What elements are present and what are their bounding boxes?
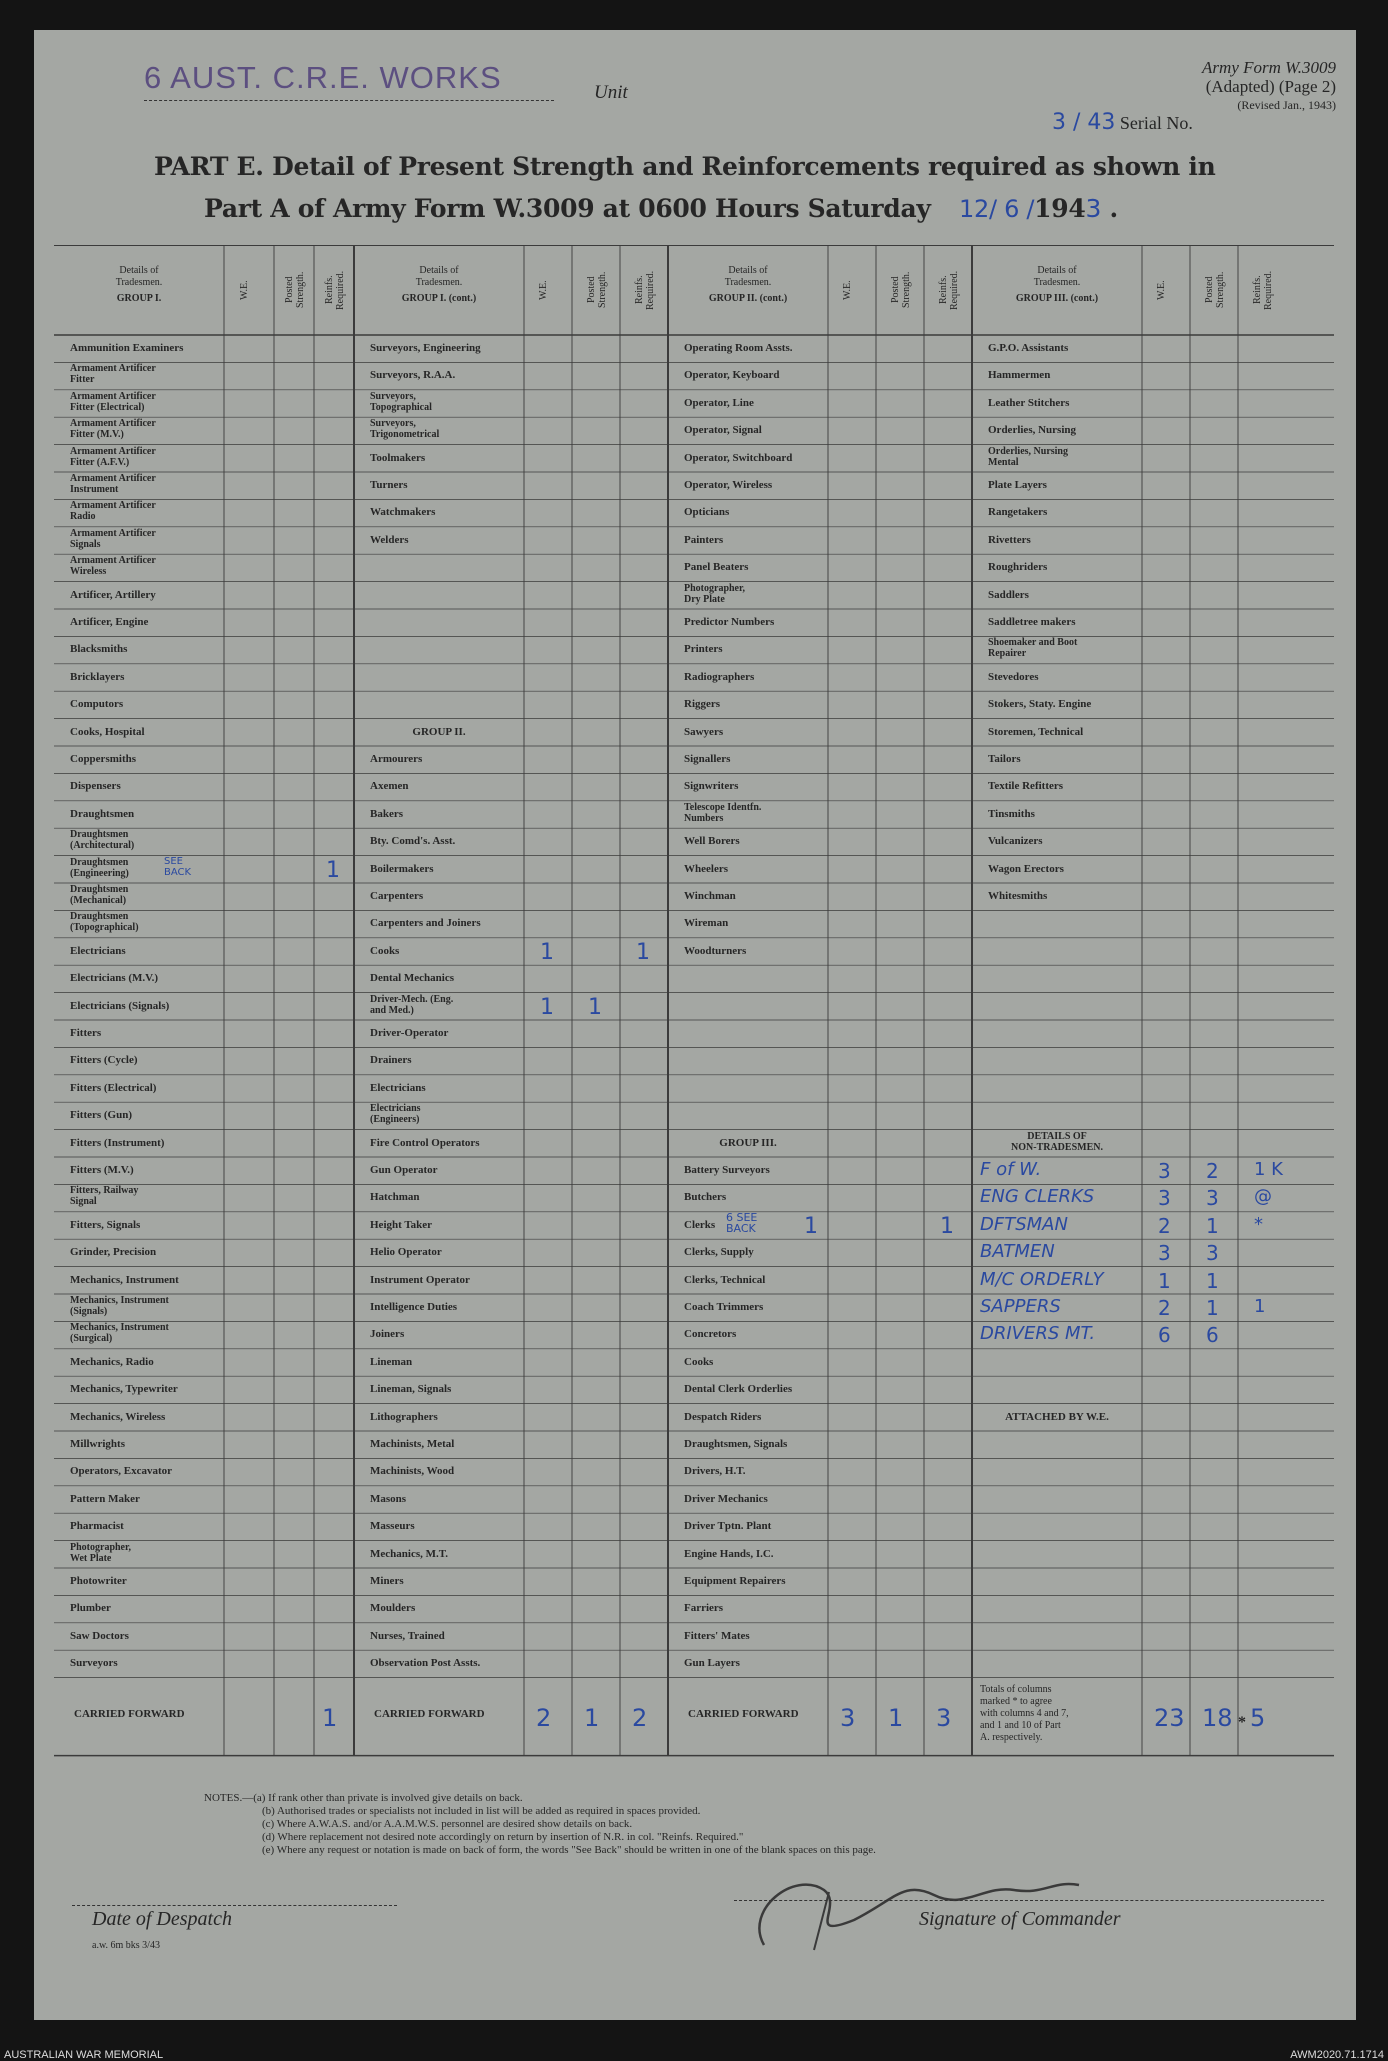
despatch-line [72, 1905, 397, 1906]
trade-name: Mechanics, Wireless [70, 1410, 166, 1423]
trade-name: Draughtsmen (Topographical) [70, 911, 139, 934]
trade-name: Riggers [684, 698, 721, 711]
trade-name: Sawyers [684, 725, 724, 738]
trade-name: Surveyors, Engineering [370, 342, 481, 354]
strength-table [54, 245, 1334, 1777]
form-ref-line: (Revised Jan., 1943) [1237, 98, 1336, 112]
trade-name: Surveyors, Topographical [370, 390, 432, 413]
trade-name: Saddlers [988, 588, 1029, 601]
trade-name: Miners [370, 1575, 404, 1587]
trade-name: Photowriter [70, 1575, 127, 1587]
trade-name: Fire Control Operators [370, 1136, 480, 1149]
trade-name: Fitters, Signals [70, 1218, 141, 1231]
column-header-we: W.E. [239, 280, 250, 300]
print-reference: a.w. 6m bks 3/43 [92, 1940, 160, 1951]
trade-name: Drivers, H.T. [684, 1465, 746, 1478]
trade-name: Boilermakers [370, 862, 434, 875]
handwritten-entry: 3 [1158, 1241, 1171, 1266]
trade-name: Battery Surveyors [684, 1164, 770, 1176]
trade-name: Clerks [684, 1218, 716, 1231]
carried-forward-label: CARRIED FORWARD [688, 1707, 799, 1720]
handwritten-entry: * [1254, 1213, 1263, 1235]
trade-name: Saddletree makers [988, 616, 1076, 628]
trade-name: Toolmakers [370, 451, 426, 464]
handwritten-entry: 3 [1158, 1159, 1171, 1183]
handwritten-entry: 1 [1254, 1296, 1266, 1317]
trade-name: G.P.O. Assistants [988, 342, 1069, 354]
notes [204, 1792, 876, 1857]
handwritten-entry: 6 [1158, 1323, 1171, 1348]
handwritten-entry: 1 [588, 994, 602, 1020]
note-line: (c) Where A.W.A.S. and/or A.A.M.W.S. personnel are desired show details on back. [262, 1818, 633, 1830]
note-line: NOTES.—(a) If rank other than private is involved give details on back. [204, 1792, 523, 1804]
unit-line [144, 100, 554, 101]
handwritten-entry: 3 [1158, 1186, 1171, 1211]
note-line: (b) Authorised trades or specialists not included in list will be added as required in spaces provided. [262, 1805, 701, 1817]
unit-label: Unit [594, 82, 628, 103]
non-tradesman-name: F of W. [980, 1159, 1042, 1180]
trade-name: Surveyors, R.A.A. [370, 369, 456, 382]
serial-number [1052, 110, 1193, 135]
trade-name: Tinsmiths [988, 807, 1035, 820]
trade-name: Armament Artificer Radio [70, 500, 156, 523]
total-reinf: 2 [632, 1703, 648, 1732]
trade-name: Painters [684, 533, 724, 546]
trade-name: Draughtsmen (Mechanical) [70, 884, 129, 906]
trade-name: Dispensers [70, 780, 121, 793]
trade-name: Armourers [370, 753, 423, 765]
serial-hand: 3 / 43 [1052, 110, 1116, 135]
trade-name: Tailors [988, 753, 1021, 765]
trade-name: Bty. Comd's. Asst. [370, 835, 456, 848]
trade-name: Cooks [684, 1355, 714, 1368]
trade-name: Armament Artificer Signals [70, 527, 156, 550]
trade-name: Well Borers [684, 835, 740, 848]
trade-name: Saw Doctors [70, 1629, 129, 1642]
form-reference [1202, 58, 1336, 115]
trade-name: Electricians (Signals) [70, 999, 170, 1012]
trade-name: Draughtsmen (Architectural) [70, 829, 135, 852]
trade-name: Electricians (Engineers) [370, 1103, 421, 1126]
trade-name: Engine Hands, I.C. [684, 1547, 774, 1560]
trade-name: Watchmakers [370, 506, 436, 519]
trade-name: Turners [370, 479, 408, 491]
handwritten-entry: @ [1254, 1186, 1272, 1208]
trade-name: Axemen [370, 780, 409, 793]
column-header-we: W.E. [538, 280, 549, 300]
trade-name: Machinists, Wood [370, 1465, 455, 1478]
trade-name: Fitters (Electrical) [70, 1081, 157, 1094]
trade-name: Fitters' Mates [684, 1629, 750, 1642]
column-header-we: W.E. [1156, 280, 1167, 300]
trade-name: Plumber [70, 1602, 111, 1615]
trade-name: Driver Tptn. Plant [684, 1520, 772, 1533]
handwritten-entry: 2 [1158, 1213, 1171, 1238]
total-we: 2 [536, 1703, 552, 1732]
trade-name: Orderlies, Nursing Mental [988, 445, 1068, 468]
trade-name: Cooks, Hospital [70, 725, 145, 738]
trade-name: Artificer, Artillery [70, 588, 156, 601]
trade-name: Fitters (Cycle) [70, 1054, 138, 1067]
trade-name: Gun Layers [684, 1657, 740, 1670]
trade-name: Driver-Mech. (Eng. and Med.) [370, 993, 454, 1016]
trade-name: Concretors [684, 1328, 737, 1341]
page-title: PART E. Detail of Present Strength and Reinforcements required as shown in [154, 152, 1216, 181]
trade-name: Draughtsmen, Signals [684, 1438, 788, 1450]
column-header-details-label: Details of Tradesmen. [724, 265, 772, 288]
trade-name: Signwriters [684, 780, 739, 793]
trade-name: Stevedores [988, 670, 1039, 683]
trade-name: Cooks [370, 944, 400, 957]
trade-name: Carpenters and Joiners [370, 917, 481, 930]
trade-name: Hammermen [988, 369, 1051, 382]
title-print: Part A of Army Form W.3009 at 0600 Hours Saturday [204, 194, 931, 223]
trade-name: Computors [70, 698, 124, 711]
handwritten-entry: 3 [1206, 1186, 1219, 1211]
handwritten-entry: 1 [1206, 1268, 1219, 1293]
trade-name: Orderlies, Nursing [988, 424, 1076, 437]
non-tradesman-name: ENG CLERKS [980, 1186, 1095, 1208]
trade-name: Armament Artificer Fitter (Electrical) [70, 390, 156, 413]
trade-name: Height Taker [370, 1218, 433, 1231]
total-posted: 1 [584, 1703, 600, 1732]
archive-caption-left: AUSTRALIAN WAR MEMORIAL [4, 2049, 164, 2061]
trade-name: Bricklayers [70, 670, 125, 683]
trade-name: Coppersmiths [70, 753, 137, 765]
see-back-note: 6 SEE BACK [726, 1210, 758, 1235]
form-ref-line: (Adapted) (Page 2) [1205, 77, 1336, 96]
column-header-details-label: Details of Tradesmen. [115, 265, 163, 288]
trade-name: Roughriders [988, 561, 1048, 574]
trade-name: Mechanics, Typewriter [70, 1383, 178, 1396]
trade-name: Operator, Wireless [684, 479, 773, 491]
group-heading: GROUP III. [719, 1136, 777, 1149]
trade-name: Hatchman [370, 1191, 420, 1204]
archive-caption-right: AWM2020.71.1714 [1290, 2049, 1384, 2061]
commander-signature [734, 1850, 1094, 1960]
trade-name: Armament Artificer Instrument [70, 473, 156, 495]
trade-name: Blacksmiths [70, 643, 128, 656]
trade-name: Fitters (Gun) [70, 1109, 133, 1122]
title-end: . [1109, 194, 1118, 223]
handwritten-entry: 1 [540, 994, 554, 1020]
trade-name: Fitters (M.V.) [70, 1164, 134, 1176]
carried-forward-label: CARRIED FORWARD [374, 1707, 485, 1720]
trade-name: Electricians (M.V.) [70, 972, 159, 985]
trade-name: Ammunition Examiners [70, 342, 184, 354]
column-header-group: GROUP I. [116, 293, 162, 304]
non-tradesman-name: DRIVERS MT. [980, 1323, 1096, 1345]
trade-name: Bakers [370, 807, 403, 820]
trade-name: Pattern Maker [70, 1492, 140, 1505]
column-header-reinf: Reinfs. Required. [634, 270, 656, 310]
trade-name: Surveyors [70, 1657, 118, 1670]
trade-name: Masons [370, 1492, 407, 1505]
column-header-details-label: Details of Tradesmen. [415, 265, 463, 288]
date-of-despatch-label: Date of Despatch [92, 1908, 232, 1930]
non-tradesman-name: DFTSMAN [980, 1213, 1068, 1235]
column-header-posted: Posted Strength. [1204, 271, 1226, 309]
trade-name: Clerks, Technical [684, 1273, 766, 1286]
total-reinf: 1 [322, 1703, 338, 1732]
trade-name: Leather Stitchers [988, 396, 1070, 409]
trade-name: Wheelers [684, 862, 728, 875]
trade-name: Rivetters [988, 533, 1031, 546]
group-heading: GROUP II. [412, 725, 466, 738]
signature-label: Signature of Commander [919, 1908, 1121, 1930]
trade-name: Wireman [684, 917, 729, 930]
trade-name: Dental Mechanics [370, 972, 455, 985]
trade-name: Despatch Riders [684, 1410, 762, 1423]
see-back-note: SEE BACK [164, 855, 192, 878]
trade-name: Gun Operator [370, 1164, 438, 1176]
non-tradesman-name: BATMEN [980, 1241, 1055, 1263]
totals-star: * [1238, 1713, 1246, 1731]
trade-name: Operator, Signal [684, 424, 762, 437]
trade-name: Photographer, Wet Plate [70, 1541, 132, 1564]
trade-name: Pharmacist [70, 1520, 124, 1533]
non-tradesman-name: SAPPERS [980, 1296, 1061, 1317]
total-posted: 18 [1202, 1703, 1233, 1732]
trade-name: Draughtsmen [70, 807, 135, 820]
note-line: (e) Where any request or notation is made on back of form, the words "See Back" should be written in one of the blank spaces on this page. [262, 1844, 876, 1856]
trade-name: Dental Clerk Orderlies [684, 1383, 793, 1396]
trade-name: Moulders [370, 1602, 416, 1615]
trade-name: Armament Artificer Wireless [70, 555, 156, 578]
trade-name: Butchers [684, 1191, 727, 1204]
form-paper [34, 30, 1356, 2020]
trade-name: Mechanics, Radio [70, 1355, 154, 1368]
trade-name: Masseurs [370, 1520, 415, 1533]
handwritten-entry: 6 [1206, 1323, 1219, 1348]
total-reinf: 5 [1250, 1703, 1266, 1732]
column-header-reinf: Reinfs. Required. [324, 270, 346, 310]
column-header-we: W.E. [842, 280, 853, 300]
trade-name: Lithographers [370, 1410, 438, 1423]
trade-name: Photographer, Dry Plate [684, 582, 746, 605]
handwritten-entry: 1 [804, 1213, 818, 1239]
column-header-details [972, 265, 1142, 305]
trade-name: Stokers, Staty. Engine [988, 698, 1092, 711]
trade-name: Wagon Erectors [988, 862, 1064, 875]
column-header-details-label: Details of Tradesmen. [1033, 265, 1081, 288]
column-header-posted: Posted Strength. [284, 271, 306, 309]
trade-name: Intelligence Duties [370, 1301, 458, 1313]
trade-name: Predictor Numbers [684, 616, 775, 628]
trade-name: Millwrights [70, 1438, 125, 1450]
trade-name: Fitters (Instrument) [70, 1136, 165, 1149]
column-header-reinf: Reinfs. Required. [1252, 270, 1274, 310]
note-line: (d) Where replacement not desired note accordingly on return by insertion of N.R. in col. "Reinfs. Required." [262, 1831, 744, 1843]
trade-name: Helio Operator [370, 1246, 442, 1259]
handwritten-entry: 2 [1158, 1296, 1171, 1320]
carried-forward-label: CARRIED FORWARD [74, 1707, 185, 1720]
trade-name: Mechanics, Instrument (Signals) [70, 1295, 169, 1317]
handwritten-entry: 1 [1206, 1296, 1219, 1320]
trade-name: Machinists, Metal [370, 1438, 455, 1450]
serial-label: Serial No. [1119, 113, 1193, 133]
trade-name: Storemen, Technical [988, 725, 1084, 738]
totals-note: Totals of columns marked * to agree with columns 4 and 7, and 1 and 10 of Part A. respectively. [980, 1683, 1069, 1743]
trade-name: Driver-Operator [370, 1027, 449, 1039]
trade-name: Lineman [370, 1355, 413, 1368]
trade-name: Lineman, Signals [370, 1383, 452, 1396]
trade-name: Electricians [70, 944, 126, 957]
handwritten-entry: 1 [1206, 1213, 1219, 1238]
column-header-posted: Posted Strength. [586, 271, 608, 309]
trade-name: Vulcanizers [988, 835, 1043, 848]
trade-name: Armament Artificer Fitter (A.F.V.) [70, 445, 156, 468]
trade-name: Rangetakers [988, 506, 1048, 519]
trade-name: Opticians [684, 506, 730, 519]
trade-name: Woodturners [684, 944, 747, 957]
column-header-details [668, 265, 828, 305]
trade-name: Panel Beaters [684, 561, 749, 574]
non-tradesman-name: M/C ORDERLY [980, 1268, 1104, 1290]
trade-name: Grinder, Precision [70, 1246, 157, 1259]
group-heading: DETAILS OF NON-TRADESMEN. [1011, 1130, 1103, 1153]
trade-name: Mechanics, Instrument (Surgical) [70, 1322, 169, 1345]
handwritten-entry: 1 [540, 939, 554, 965]
trade-name: Armament Artificer Fitter [70, 363, 156, 386]
trade-name: Instrument Operator [370, 1273, 470, 1286]
trade-name: Drainers [370, 1054, 412, 1067]
trade-name: Plate Layers [988, 479, 1047, 491]
trade-name: Coach Trimmers [684, 1301, 764, 1313]
trade-name: Shoemaker and Boot Repairer [988, 637, 1078, 660]
trade-name: Nurses, Trained [370, 1629, 445, 1642]
trade-name: Fitters [70, 1027, 102, 1039]
column-header-group: GROUP I. (cont.) [401, 293, 477, 304]
trade-name: Radiographers [684, 670, 755, 683]
signature-line [734, 1900, 1324, 1901]
trade-name: Signallers [684, 753, 731, 765]
column-header-details [354, 265, 524, 305]
trade-name: Operating Room Assts. [684, 342, 793, 354]
page-title-line2 [204, 194, 1118, 223]
trade-name: Printers [684, 643, 723, 656]
trade-name: Surveyors, Trigonometrical [370, 418, 440, 441]
trade-name: Mechanics, M.T. [370, 1547, 449, 1560]
handwritten-entry: 1 [1158, 1268, 1171, 1293]
trade-name: Artificer, Engine [70, 616, 149, 628]
title-date-hand: 12/ 6 / [959, 195, 1035, 223]
title-year-hand: 3 [1085, 194, 1102, 223]
trade-name: Mechanics, Instrument [70, 1273, 179, 1286]
trade-name: Observation Post Assts. [370, 1657, 481, 1670]
trade-name: Operator, Line [684, 396, 754, 409]
trade-name: Operators, Excavator [70, 1465, 173, 1478]
column-header-details [54, 265, 224, 305]
column-header-group: GROUP III. (cont.) [1015, 293, 1099, 304]
handwritten-entry: 3 [1206, 1241, 1219, 1266]
handwritten-entry: 1 [326, 857, 340, 883]
trade-name: Electricians [370, 1081, 426, 1094]
trade-name: Joiners [370, 1328, 405, 1341]
handwritten-entry: 1 K [1254, 1159, 1283, 1180]
total-reinf: 3 [936, 1703, 952, 1732]
title-year: 194 [1034, 194, 1086, 223]
trade-name: Driver Mechanics [684, 1492, 768, 1505]
trade-name: Telescope Identfn. Numbers [684, 801, 762, 824]
trade-name: Carpenters [370, 890, 424, 902]
trade-name: Equipment Repairers [684, 1575, 786, 1587]
unit-stamp: 6 AUST. C.R.E. WORKS [144, 60, 502, 95]
handwritten-entry: 1 [636, 939, 650, 965]
trade-name: Farriers [684, 1602, 724, 1615]
trade-name: Winchman [684, 890, 736, 902]
trade-name: Armament Artificer Fitter (M.V.) [70, 418, 156, 441]
trade-name: Draughtsmen (Engineering) [70, 856, 129, 879]
handwritten-entry: 2 [1206, 1159, 1219, 1183]
column-header-group: GROUP II. (cont.) [708, 293, 788, 304]
column-header-posted: Posted Strength. [890, 271, 912, 309]
trade-name: Operator, Switchboard [684, 451, 793, 464]
trade-name: Fitters, Railway Signal [70, 1185, 139, 1208]
handwritten-entry: 1 [940, 1213, 954, 1239]
total-we: 3 [840, 1703, 856, 1732]
total-posted: 1 [888, 1703, 904, 1732]
group-heading: ATTACHED BY W.E. [1005, 1410, 1109, 1423]
column-header-reinf: Reinfs. Required. [938, 270, 960, 310]
trade-name: Textile Refitters [988, 780, 1064, 793]
trade-name: Whitesmiths [988, 890, 1048, 902]
total-we: 23 [1154, 1703, 1185, 1732]
trade-name: Welders [370, 533, 409, 546]
trade-name: Clerks, Supply [684, 1246, 754, 1259]
form-ref-line: Army Form W.3009 [1202, 58, 1336, 77]
trade-name: Operator, Keyboard [684, 369, 780, 382]
